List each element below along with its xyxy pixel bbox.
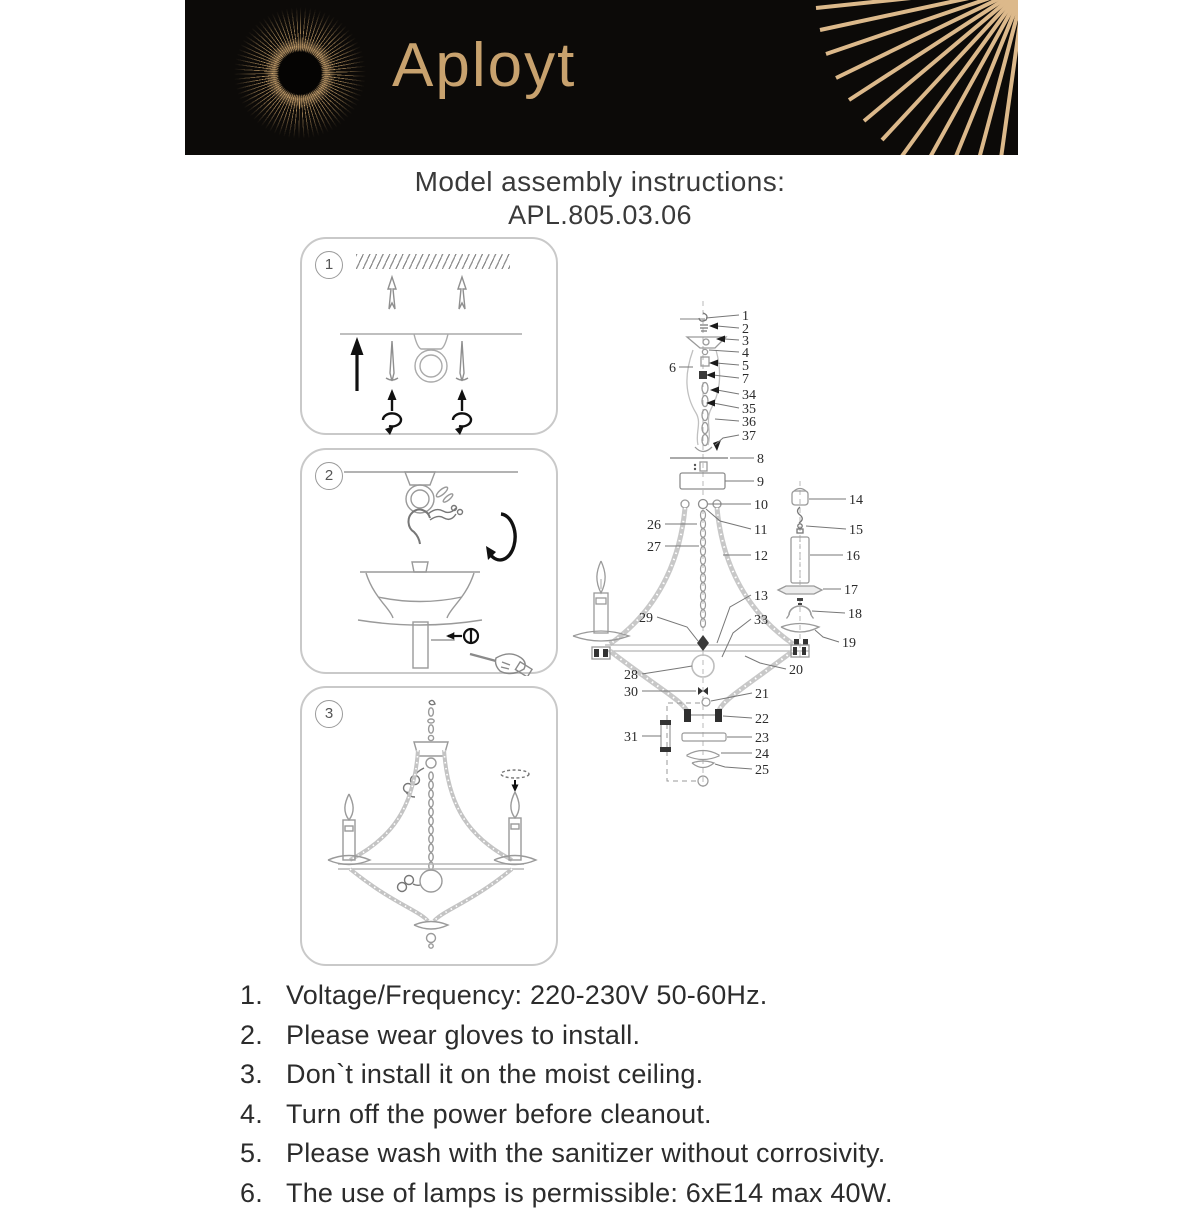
list-item-number: 5. <box>240 1138 263 1168</box>
rotate-arrow-icon <box>486 514 515 560</box>
hand-screwdriver-icon <box>470 654 532 676</box>
decorative-rays <box>185 0 1018 155</box>
part-labels <box>624 309 863 778</box>
part-label: 12 <box>754 549 768 564</box>
part-label: 36 <box>742 415 756 430</box>
part-label: 22 <box>755 712 769 727</box>
part-label: 6 <box>669 361 676 376</box>
part-label: 25 <box>755 763 769 778</box>
part-label: 18 <box>848 607 862 622</box>
part-label: 17 <box>844 583 858 598</box>
list-item-text: Don`t install it on the moist ceiling. <box>286 1059 704 1089</box>
list-item-number: 6. <box>240 1177 263 1208</box>
step-1-panel <box>300 237 558 435</box>
part-label: 37 <box>742 429 756 444</box>
part-label: 35 <box>742 402 756 417</box>
list-item-number: 1. <box>240 980 263 1010</box>
list-item-text: Please wear gloves to install. <box>286 1019 641 1050</box>
list-item-number: 2. <box>240 1019 263 1050</box>
list-item <box>240 1059 1020 1090</box>
step-3-diagram <box>302 688 560 968</box>
part-label: 13 <box>754 589 768 604</box>
part-label: 30 <box>624 685 638 700</box>
part-label: 3 <box>742 334 749 349</box>
brand-name: Aployt <box>392 31 577 100</box>
part-label: 27 <box>647 540 661 555</box>
step-2-diagram <box>302 450 560 676</box>
exploded-parts-diagram <box>565 295 875 795</box>
part-label: 11 <box>754 523 768 538</box>
list-item <box>240 1178 1020 1209</box>
part-label: 20 <box>789 663 803 678</box>
list-item-text: The use of lamps is permissible: 6xE14 max 40W. <box>286 1177 893 1208</box>
list-item-number: 3. <box>240 1059 263 1089</box>
part-label: 31 <box>624 730 638 745</box>
part-label: 9 <box>757 475 764 490</box>
list-item-text: Voltage/Frequency: 220-230V 50-60Hz. <box>286 980 768 1010</box>
part-label: 33 <box>754 613 768 628</box>
part-label: 7 <box>742 372 749 387</box>
step-2-panel <box>300 448 558 674</box>
screw-icon <box>446 629 478 643</box>
part-label: 23 <box>755 731 769 746</box>
step-number-badge: 1 <box>315 251 343 279</box>
step-3-panel <box>300 686 558 966</box>
part-label: 24 <box>755 747 769 762</box>
part-label: 2 <box>742 322 749 337</box>
part-label: 5 <box>742 359 749 374</box>
step-number-badge: 2 <box>315 462 343 490</box>
list-item-text: Please wash with the sanitizer without corrosivity. <box>286 1138 886 1168</box>
part-label: 29 <box>639 611 653 626</box>
rotate-screw-icon <box>453 389 471 435</box>
part-label: 26 <box>647 518 661 533</box>
rotate-screw-icon <box>383 389 401 435</box>
model-number: APL.805.03.06 <box>508 200 692 230</box>
part-label: 15 <box>849 523 863 538</box>
instruction-list <box>240 980 1020 1217</box>
list-item <box>240 1099 1020 1130</box>
part-label: 14 <box>849 493 863 508</box>
part-label: 28 <box>624 668 638 683</box>
list-item-number: 4. <box>240 1098 263 1129</box>
part-label: 8 <box>757 452 764 467</box>
list-item <box>240 1138 1020 1169</box>
part-label: 16 <box>846 549 860 564</box>
part-label: 34 <box>742 388 756 403</box>
list-item <box>240 1020 1020 1051</box>
part-label: 1 <box>742 309 749 324</box>
up-arrow-icon <box>351 337 364 391</box>
page-title: Model assembly instructions: <box>414 166 786 197</box>
list-item <box>240 980 1020 1011</box>
part-label: 19 <box>842 636 856 651</box>
part-label: 21 <box>755 687 769 702</box>
part-label: 10 <box>754 498 768 513</box>
list-item-text: Turn off the power before cleanout. <box>286 1098 712 1129</box>
brand-banner <box>185 0 1018 155</box>
part-label: 4 <box>742 346 749 361</box>
step-number-badge: 3 <box>315 700 343 728</box>
